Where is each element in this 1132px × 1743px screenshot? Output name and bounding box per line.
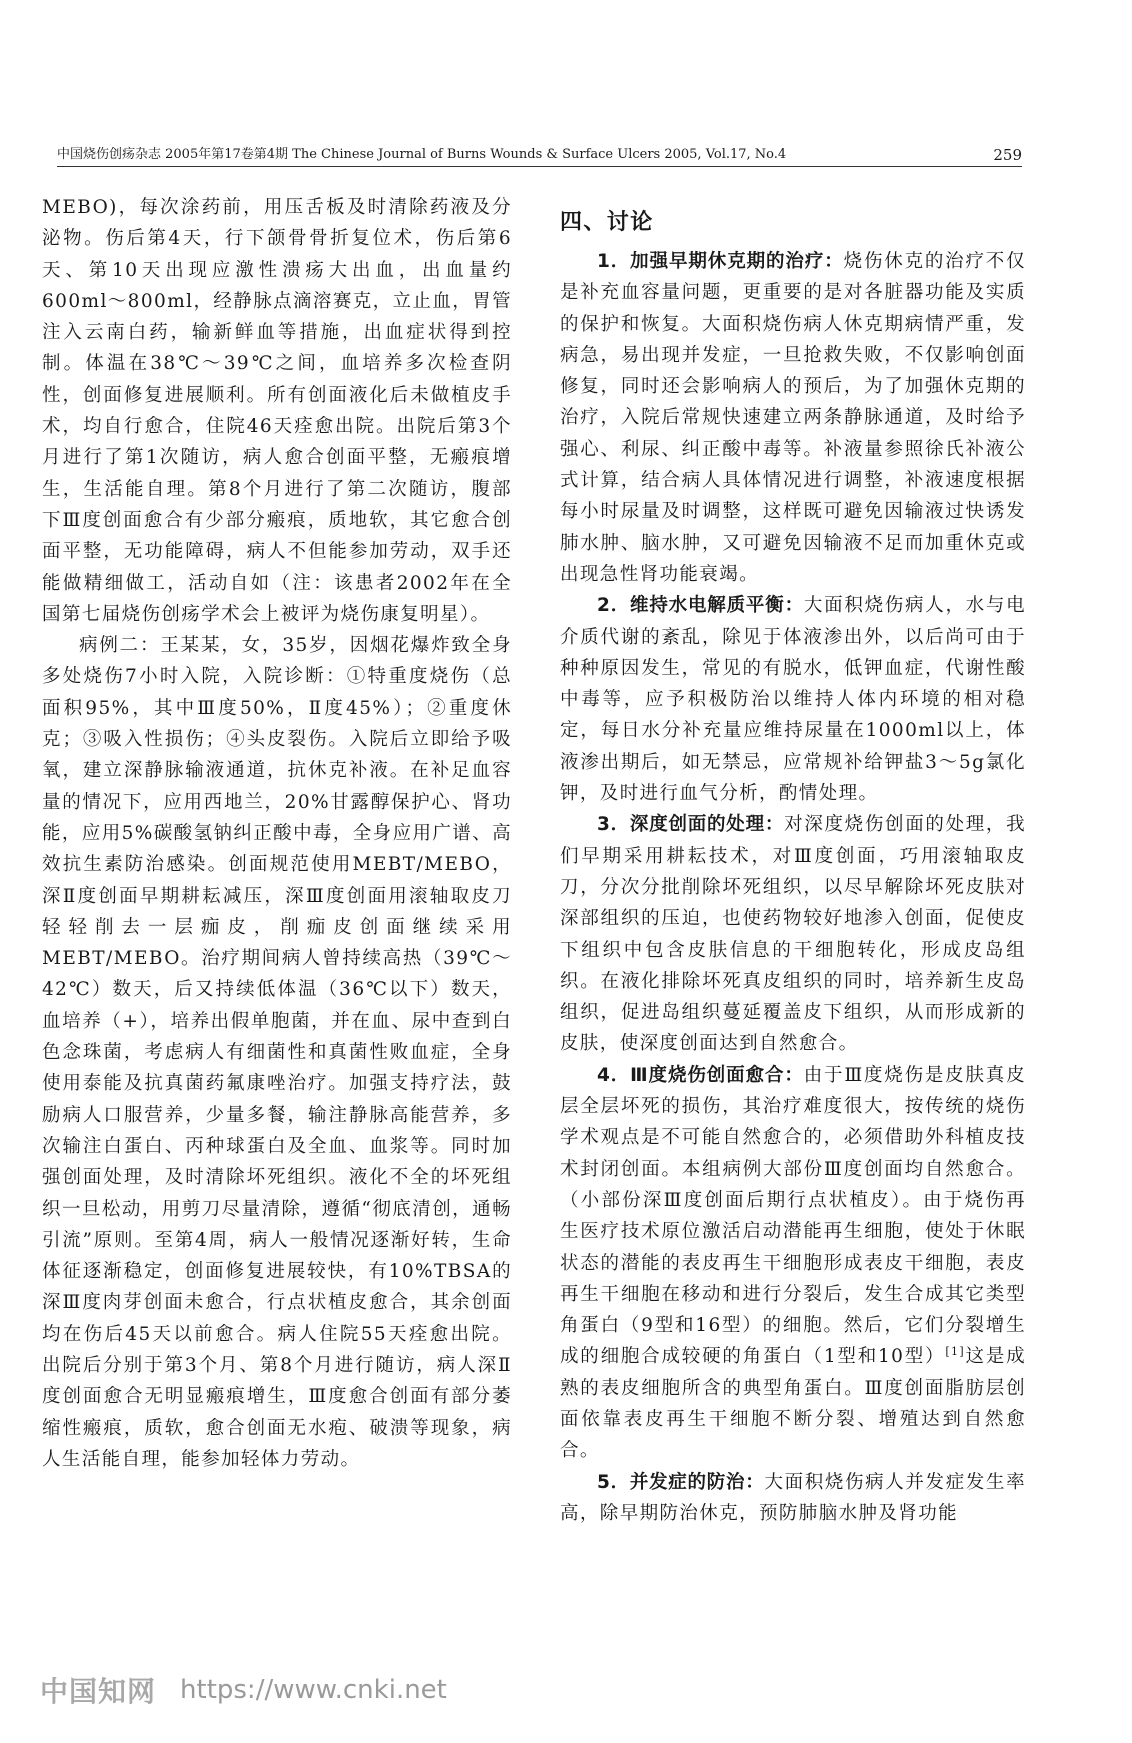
left-column — [42, 192, 512, 1475]
discussion-item-text: 对深度烧伤创面的处理，我们早期采用耕耘技术，对Ⅲ度创面，巧用滚轴取皮刀，分次分批削除坏死组织，以尽早解除坏死皮肤对深部组织的压迫，也使药物较好地渗入创面，促使皮下组织中包含皮肤信息的干细胞转化，形成皮岛组织。在液化排除坏死真皮组织的同时，培养新生皮岛组织，促进岛组织蔓延覆盖皮下组织，从而形成新的皮肤，使深度创面达到自然愈合。 — [560, 814, 1027, 1055]
right-column — [560, 192, 1026, 1529]
discussion-item-title: 3．深度创面的处理： — [597, 814, 785, 836]
discussion-item-text: 大面积烧伤病人，水与电介质代谢的紊乱，除见于体液渗出外，以后尚可由于种种原因发生，常见的有脱水，低钾血症，代谢性酸中毒等，应予积极防治以维持人体内环境的相对稳定，每日水分补充量应维持尿量在1000ml以上，体液渗出期后，如无禁忌，应常规补给钾盐3～5g氯化钾，及时进行血气分析，酌情处理。 — [560, 595, 1027, 805]
case-one-paragraph: MEBO)，每次涂药前，用压舌板及时清除药液及分泌物。伤后第4天，行下颌骨骨折复位术，伤后第6天、第10天出现应激性溃疡大出血，出血量约600ml～800ml，经静脉点滴溶赛克，立止血，胃管注入云南白药，输新鲜血等措施，出血症状得到控制。体温在38℃～39℃之间，血培养多次检查阴性，创面修复进展顺利。所有创面液化后未做植皮手术，均自行愈合，住院46天痊愈出院。出院后第3个月进行了第1次随访，病人愈合创面平整，无瘢痕增生，生活能自理。第8个月进行了第二次随访，腹部下Ⅲ度创面愈合有少部分瘢痕，质地软，其它愈合创面平整，无功能障碍，病人不但能参加劳动，双手还能做精细做工，活动自如（注：该患者2002年在全国第七届烧伤创疡学术会上被评为烧伤康复明星）。 — [42, 197, 512, 625]
page-number: 259 — [993, 146, 1022, 164]
running-header — [57, 140, 1022, 167]
discussion-item-4 — [560, 1060, 1026, 1467]
journal-header: 中国烧伤创疡杂志 2005年第17卷第4期 The Chinese Journal of Burns Wounds & Surface Ulcers 2005, Vol.17, No.4 — [57, 147, 787, 162]
reference-marker[interactable]: [1] — [945, 1345, 966, 1359]
cnki-url[interactable]: https://www.cnki.net — [180, 1675, 447, 1705]
discussion-item-title: 5．并发症的防治： — [597, 1471, 765, 1493]
cnki-logo: 中国知网 — [40, 1675, 157, 1708]
discussion-item-text: 大面积烧伤病人并发症发生率高，除早期防治休克，预防肺脑水肿及肾功能 — [560, 1471, 1026, 1524]
discussion-item-text-cont: 这是成熟的表皮细胞所含的典型角蛋白。Ⅲ度创面脂肪层创面依靠表皮再生干细胞不断分裂、增殖达到自然愈合。 — [560, 1346, 1027, 1462]
discussion-item-5 — [560, 1467, 1026, 1530]
discussion-item-title: 4．Ⅲ度烧伤创面愈合： — [597, 1064, 804, 1086]
discussion-item-title: 2．维持水电解质平衡： — [597, 595, 804, 617]
discussion-item-2 — [560, 590, 1026, 809]
watermark-footer — [40, 1670, 447, 1710]
discussion-item-3 — [560, 809, 1026, 1059]
case-two-paragraph: 病例二：王某某，女，35岁，因烟花爆炸致全身多处烧伤7小时入院，入院诊断：①特重度烧伤（总面积95%，其中Ⅲ度50%，Ⅱ度45%）；②重度休克；③吸入性损伤；④头皮裂伤。入院后立即给予吸氧，建立深静脉输液通道，抗休克补液。在补足血容量的情况下，应用西地兰，20%甘露醇保护心、肾功能，应用5%碳酸氢钠纠正酸中毒，全身应用广谱、高效抗生素防治感染。创面规范使用MEBT/MEBO，深Ⅱ度创面早期耕耘减压，深Ⅲ度创面用滚轴取皮刀轻轻削去一层痂皮，削痂皮创面继续采用MEBT/MEBO。治疗期间病人曾持续高热（39℃～42℃）数天，后又持续低体温（36℃以下）数天，血培养（+），培养出假单胞菌，并在血、尿中查到白色念珠菌，考虑病人有细菌性和真菌性败血症，全身使用泰能及抗真菌药氟康唑治疗。加强支持疗法，鼓励病人口服营养，少量多餐，输注静脉高能营养，多次输注白蛋白、丙种球蛋白及全血、血浆等。同时加强创面处理，及时清除坏死组织。液化不全的坏死组织一旦松动，用剪刀尽量清除，遵循“彻底清创，通畅引流”原则。至第4周，病人一般情况逐渐好转，生命体征逐渐稳定，创面修复进展较快，有10%TBSA的深Ⅲ度肉芽创面未愈合，行点状植皮愈合，其余创面均在伤后45天以前愈合。病人住院55天痊愈出院。出院后分别于第3个月、第8个月进行随访，病人深Ⅱ度创面愈合无明显瘢痕增生，Ⅲ度愈合创面有部分萎缩性瘢痕，质软，愈合创面无水疱、破溃等现象，病人生活能自理，能参加轻体力劳动。 — [42, 635, 512, 1470]
discussion-item-text: 由于Ⅲ度烧伤是皮肤真皮层全层坏死的损伤，其治疗难度很大，按传统的烧伤学术观点是不可能自然愈合的，必须借助外科植皮技术封闭创面。本组病例大部份Ⅲ度创面均自然愈合。（小部份深Ⅲ度创面后期行点状植皮）。由于烧伤再生医疗技术原位激活启动潜能再生细胞，使处于休眠状态的潜能的表皮再生干细胞形成表皮干细胞，表皮再生干细胞在移动和进行分裂后，发生合成其它类型角蛋白（9型和16型）的细胞。然后，它们分裂增生成的细胞合成较硬的角蛋白（1型和10型） — [560, 1064, 1026, 1368]
discussion-item-title: 1．加强早期休克期的治疗： — [597, 251, 844, 272]
section-title: 四、讨论 — [560, 210, 654, 235]
discussion-item-text: 烧伤休克的治疗不仅是补充血容量问题，更重要的是对各脏器功能及实质的保护和恢复。大面积烧伤病人休克期病情严重，发病急，易出现并发症，一旦抢救失败，不仅影响创面修复，同时还会影响病人的预后，为了加强休克期的治疗，入院后常规快速建立两条静脉通道，及时给予强心、利尿、纠正酸中毒等。补液量参照徐氏补液公式计算，结合病人具体情况进行调整，补液速度根据每小时尿量及时调整，这样既可避免因输液过快诱发肺水肿、脑水肿，又可避免因输液不足而加重休克或出现急性肾功能衰竭。 — [560, 251, 1027, 585]
discussion-item-1 — [560, 246, 1026, 590]
